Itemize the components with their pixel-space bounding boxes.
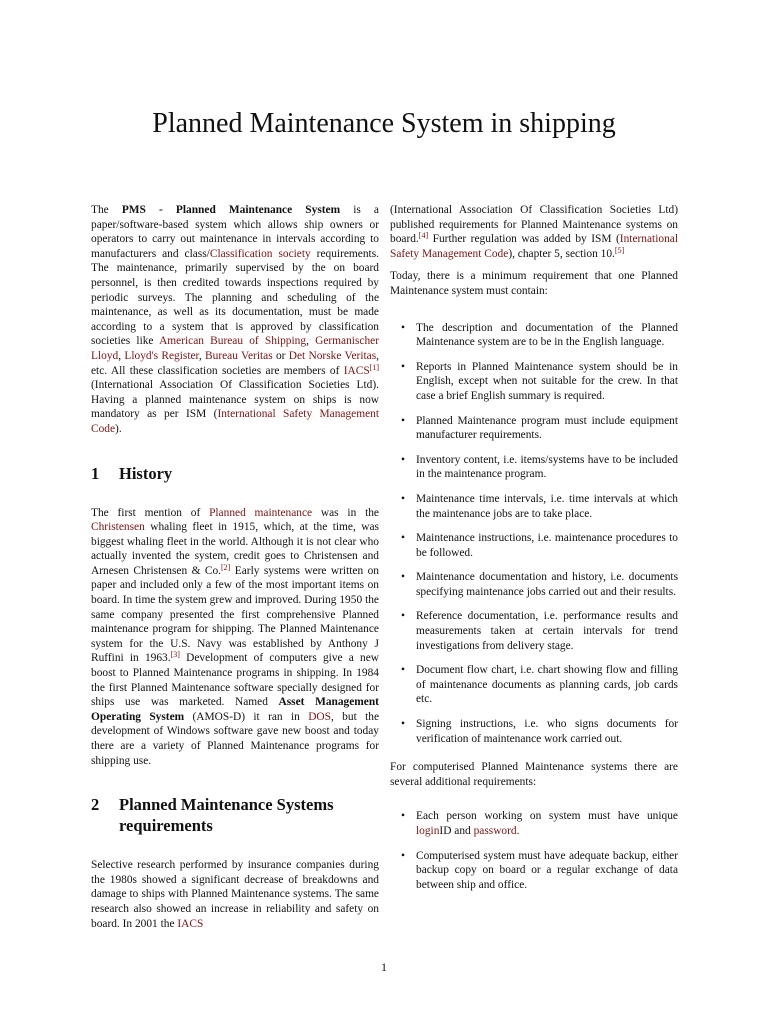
computerised-requirement-item: • Computerised system must have adequate backup, either backup copy on board or a regular exchange of data between ship and office. xyxy=(390,849,678,893)
requirement-item: • Reference documentation, i.e. performance results and measurements taken at certain intervals for trend investigations from delivery stage. xyxy=(390,609,678,653)
history-text: Early systems were written on paper and included only a few of the most important items on board. In time the system grew and improved. During 1950 the same company presented the first comprehensive Planned maintenance program for shipping. The Planned Maintenance system for the U.S. Navy was established by Anthony J Ruffini in 1963. xyxy=(91,564,379,665)
link-bureau-veritas[interactable]: Bureau Veritas xyxy=(205,349,273,362)
section-title: Planned Maintenance Systems requirements xyxy=(119,795,334,836)
computerised-intro: For computerised Planned Maintenance systems there are several additional requirements: xyxy=(390,761,678,788)
intro-text: , xyxy=(306,335,316,348)
requirements-text: Further regulation was added by ISM ( xyxy=(428,233,620,246)
requirement-item: • Maintenance instructions, i.e. maintenance procedures to be followed. xyxy=(390,531,678,560)
link-login[interactable]: login xyxy=(416,825,440,837)
citation-1[interactable]: [1] xyxy=(369,362,379,372)
citation-4[interactable]: [4] xyxy=(418,231,429,241)
intro-text: is a paper/software-based system which allows ship owners or operators to carry out maintenance in intervals according to manufacturers and class/ xyxy=(91,204,379,260)
requirement-item: • The description and documentation of the Planned Maintenance system are to be in the English language. xyxy=(390,321,678,350)
history-text: was in the xyxy=(312,506,379,519)
requirements-text: ), chapter 5, section 10. xyxy=(508,247,615,260)
intro-text: , etc. All these classification societies are members of xyxy=(91,349,379,377)
document-title: Planned Maintenance System in shipping xyxy=(152,108,616,139)
link-iacs[interactable]: IACS xyxy=(343,364,370,377)
intro-text: The xyxy=(91,204,122,216)
requirement-item: • Reports in Planned Maintenance system should be in English, except when not suitable for the crew. In that case a brief English summary is required. xyxy=(390,360,678,404)
intro-text: , xyxy=(118,349,125,362)
history-text: , but the development of Windows software gave new boost and today there are a variety of Planned Maintenance programs for shipping use. xyxy=(91,710,380,767)
requirement-item: • Maintenance time intervals, i.e. time intervals at which the maintenance jobs are to take place. xyxy=(390,492,678,521)
section-title: History xyxy=(119,463,173,483)
link-lloyds-register[interactable]: Lloyd's Register xyxy=(124,349,199,362)
right-column xyxy=(390,203,678,902)
section-heading-requirements xyxy=(91,794,379,836)
requirement-item: • Document flow chart, i.e. chart showing flow and filling of maintenance documents as planning cards, job cards etc. xyxy=(390,663,678,707)
section-number: 1 xyxy=(91,463,100,483)
link-planned-maintenance[interactable]: Planned maintenance xyxy=(209,506,313,519)
link-ism-code[interactable]: International Safety Management Code xyxy=(91,408,380,435)
intro-text: requirements. The maintenance, primarily supervised by the on board personnel, is then credited towards inspections required by periodic surveys. The planning and scheduling of the maintenance, as well as its documentation, must be made according to a system that is approved by classification societies like xyxy=(91,247,379,348)
item-text: Each person working on system must have unique xyxy=(416,810,678,823)
history-text: Development of computers give a new boost to Planned Maintenance programs in shipping. In 1984 the first Planned Maintenance software specially designed for ships use was marketed. Named xyxy=(91,652,379,709)
intro-text: (International Association Of Classification Societies Ltd). Having a planned maintenance system on ships is now mandatory as per ISM ( xyxy=(91,379,379,421)
item-text: ID and xyxy=(439,825,474,837)
link-password[interactable]: password xyxy=(473,825,517,837)
citation-5[interactable]: [5] xyxy=(614,245,625,255)
pms-term: PMS - Planned Maintenance System xyxy=(121,204,341,216)
section-heading-history xyxy=(91,463,379,484)
intro-text: ). xyxy=(115,422,122,435)
computerised-requirement-item xyxy=(390,809,678,838)
requirements-paragraph-cont xyxy=(390,203,678,261)
page-number: 1 xyxy=(381,960,387,974)
link-classification-society[interactable]: Classification society xyxy=(209,247,311,260)
requirement-item: • Inventory content, i.e. items/systems have to be included in the maintenance program. xyxy=(390,453,678,482)
history-text: whaling fleet in 1915, which, at the time, was biggest whaling fleet in the world. Although it is not clear who actually invented the system, credit goes to Christensen and Arnesen Christensen & Co. xyxy=(91,521,379,577)
minimum-requirement-intro: Today, there is a minimum requirement that one Planned Maintenance system must contain: xyxy=(390,270,678,297)
citation-2[interactable]: [2] xyxy=(221,562,231,572)
intro-text: , xyxy=(198,349,206,362)
left-column xyxy=(91,203,379,939)
link-ism-code[interactable]: International Safety Management Code xyxy=(390,233,678,260)
link-christensen[interactable]: Christensen xyxy=(91,521,145,534)
section-number: 2 xyxy=(91,795,100,815)
computerised-requirements-list xyxy=(390,809,678,892)
citation-3[interactable]: [3] xyxy=(170,650,180,660)
requirement-item: • Maintenance documentation and history, i.e. documents specifying maintenance jobs carried out and their results. xyxy=(390,570,678,599)
requirements-text: (International Association Of Classification Societies Ltd) published requirements for Planned Maintenance systems on board. xyxy=(390,204,678,246)
intro-paragraph xyxy=(91,203,379,437)
intro-text: or xyxy=(272,349,289,362)
link-dos[interactable]: DOS xyxy=(308,710,331,723)
link-iacs[interactable]: IACS xyxy=(177,917,204,930)
link-american-bureau-of-shipping[interactable]: American Bureau of Shipping xyxy=(159,335,307,348)
history-text: The first mention of xyxy=(91,506,210,519)
requirements-text: Selective research performed by insurance companies during the 1980s showed a significant decrease of breakdowns and damage to ships with Planned Maintenance systems. The same research also showed an increase in reliability and safety on board. In 2001 the xyxy=(91,859,379,930)
item-text: . xyxy=(516,825,520,837)
requirement-item: • Planned Maintenance program must include equipment manufacturer requirements. xyxy=(390,414,678,443)
requirements-paragraph-start xyxy=(91,858,379,931)
history-text: (AMOS-D) it ran in xyxy=(184,710,309,723)
history-paragraph xyxy=(91,506,379,769)
link-det-norske-veritas[interactable]: Det Norske Veritas xyxy=(288,349,377,362)
link-germanischer-lloyd[interactable]: Germanischer Lloyd xyxy=(91,335,379,362)
requirement-item: • Signing instructions, i.e. who signs documents for verification of maintenance work carried out. xyxy=(390,717,678,746)
requirements-list xyxy=(390,321,678,747)
amos-term: Asset Management Operating System xyxy=(91,696,379,723)
